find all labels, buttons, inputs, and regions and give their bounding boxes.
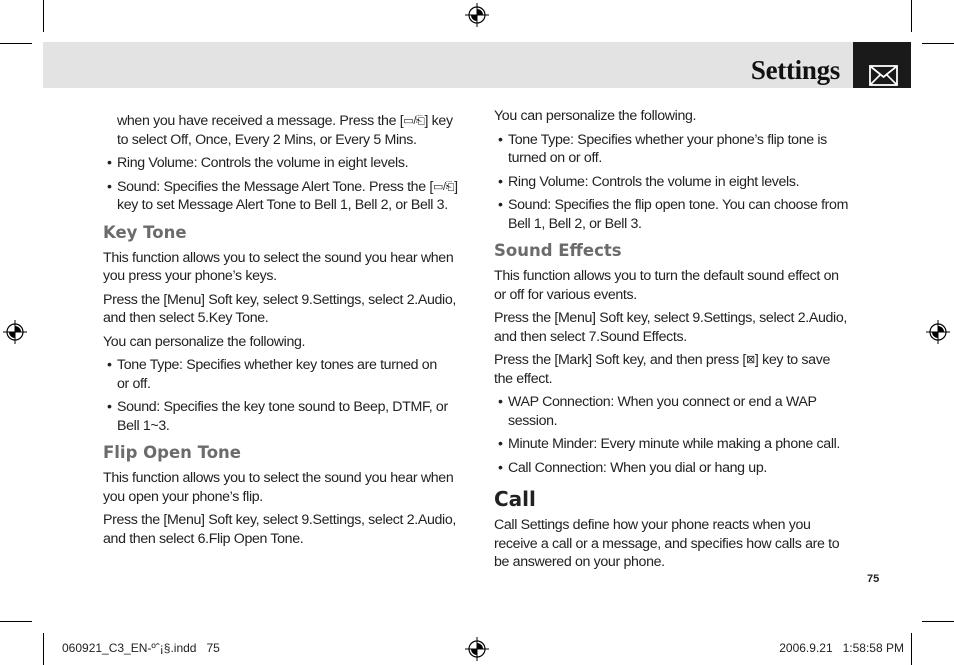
list-item: • Call Connection: When you dial or hang up. (498, 459, 767, 476)
list-item: • Tone Type: Specifies whether key tones are turned on or off. (107, 357, 437, 392)
crop-mark (0, 43, 32, 44)
header-icon-box (853, 42, 911, 88)
paragraph: Press the [Menu] Soft key, select 9.Settings, select 2.Audio, and then select 6.Flip Open Tone. (103, 512, 456, 547)
footer-file-info: 060921_C3_EN-ºˆ¡§.indd 75 (62, 641, 220, 655)
crop-mark (911, 0, 912, 32)
menu-key-icon: ▭/⎗ (432, 180, 455, 193)
paragraph: Press the [Menu] Soft key, select 9.Settings, select 2.Audio, and then select 5.Key Tone. (103, 291, 456, 326)
section-heading-key-tone: Key Tone (103, 222, 187, 242)
list-item: • Minute Minder: Every minute while making a phone call. (498, 436, 841, 452)
list-item: • Sound: Specifies the key tone sound to Beep, DTMF, or Bell 1~3. (107, 399, 448, 434)
crop-mark (0, 621, 32, 622)
crop-mark (922, 621, 954, 622)
header-band (43, 42, 853, 88)
list-item: • Tone Type: Specifies whether your phone’s flip tone is turned on or off. (498, 131, 827, 166)
registration-mark-icon (3, 320, 27, 344)
crop-mark (43, 633, 44, 665)
list-item: • WAP Connection: When you connect or end a WAP session. (498, 394, 817, 429)
menu-key-icon: ▭/⎗ (403, 115, 425, 127)
crop-mark (911, 633, 912, 665)
registration-mark-icon (465, 637, 489, 661)
paragraph: Press the [Mark] Soft key, and then press [⊠] key to save the effect. (494, 352, 830, 387)
paragraph: This function allows you to select the sound you hear when you press your phone’s keys. (103, 249, 454, 284)
list-item: • Sound: Specifies the flip open tone. You can choose from Bell 1, Bell 2, or Bell 3. (498, 197, 849, 232)
list-item: • Sound: Specifies the Message Alert Tone. Press the [▭/⎗] key to set Message Alert Tone to Bell 1, Bell 2, or Bell 3. (107, 178, 458, 213)
ok-key-icon: ⊠ (746, 354, 755, 366)
paragraph: Press the [Menu] Soft key, select 9.Settings, select 2.Audio, and then select 7.Sound Effects. (494, 310, 847, 345)
list-item: • Ring Volume: Controls the volume in eight levels. (498, 173, 800, 190)
paragraph: Call Settings define how your phone reacts when you receive a call or a message, and specifies how calls are to be answered on your phone. (494, 517, 840, 570)
page-title: Settings (750, 55, 840, 85)
intro-paragraph: when you have received a message. Press the [▭/⎗] key to select Off, Once, Every 2 Mins, or Every 5 Mins. (117, 113, 453, 148)
section-heading-sound-effects: Sound Effects (494, 241, 622, 260)
registration-mark-icon (926, 320, 950, 344)
page-number: 75 (867, 573, 880, 585)
crop-mark (922, 43, 954, 44)
left-column (103, 112, 461, 553)
paragraph: This function allows you to select the sound you hear when you open your phone’s flip. (103, 470, 454, 505)
footer-timestamp: 2006.9.21 1:58:58 PM (779, 641, 904, 655)
crop-mark (43, 0, 44, 32)
section-heading-flip-open-tone: Flip Open Tone (103, 443, 241, 462)
registration-mark-icon (465, 3, 489, 27)
paragraph: This function allows you to turn the default sound effect on or off for various events. (494, 268, 839, 303)
paragraph: You can personalize the following. (103, 333, 306, 350)
right-column (494, 107, 852, 577)
envelope-icon (853, 42, 911, 88)
paragraph: You can personalize the following. (494, 108, 697, 124)
list-item: • Ring Volume: Controls the volume in eight levels. (107, 155, 409, 171)
section-heading-call: Call (494, 487, 536, 511)
